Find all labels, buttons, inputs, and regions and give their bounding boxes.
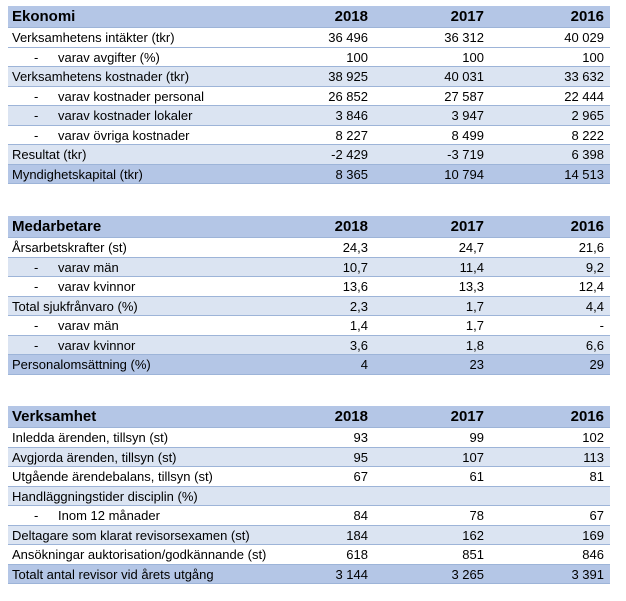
row-label: - varav män (34, 316, 119, 336)
cell-2017: 61 (469, 469, 484, 484)
cell-2018: 38 925 (328, 69, 368, 84)
table-row (8, 297, 610, 317)
cell-2016: 6 398 (571, 147, 604, 162)
row-label: Utgående ärendebalans, tillsyn (st) (12, 469, 213, 484)
dash-marker: - (34, 49, 39, 65)
cell-2017: 36 312 (444, 30, 484, 45)
cell-2018: 100 (346, 49, 368, 65)
cell-2017: 40 031 (444, 69, 484, 84)
year-2018-header: 2018 (334, 408, 368, 425)
cell-2016: 846 (582, 547, 604, 562)
row-label: Resultat (tkr) (12, 147, 87, 162)
cell-2017: -3 719 (447, 147, 484, 162)
cell-2016: 8 222 (571, 127, 604, 143)
cell-2016: 33 632 (564, 69, 604, 84)
cell-2018: 184 (346, 527, 368, 543)
table-row (8, 238, 610, 258)
cell-2016: - (599, 318, 604, 333)
cell-2017: 3 947 (451, 108, 484, 123)
row-label: Totalt antal revisor vid årets utgång (12, 566, 214, 582)
cell-2016: 9,2 (585, 259, 604, 275)
cell-2017: 851 (462, 547, 484, 562)
cell-2018: 67 (353, 469, 368, 484)
row-label: - varav kostnader lokaler (34, 106, 192, 126)
row-label: Avgjorda ärenden, tillsyn (st) (12, 449, 177, 465)
table-row (8, 545, 610, 565)
cell-2018: 8 227 (335, 127, 368, 143)
medarbetare-header-row (8, 216, 610, 238)
cell-2018: 8 365 (335, 166, 368, 182)
cell-2017: 1,7 (465, 298, 484, 314)
table-row (8, 28, 610, 48)
cell-2016: 2 965 (571, 108, 604, 123)
table-row (8, 526, 610, 546)
cell-2017: 27 587 (444, 88, 484, 104)
year-2018-header: 2018 (334, 218, 368, 235)
year-2016-header: 2016 (570, 408, 604, 425)
cell-2017: 24,7 (458, 240, 484, 255)
table-row (8, 258, 610, 278)
cell-2016: 100 (582, 49, 604, 65)
cell-2016: 12,4 (578, 279, 604, 294)
cell-2018: 93 (353, 430, 368, 445)
dash-marker: - (34, 108, 39, 123)
medarbetare-title: Medarbetare (12, 218, 102, 235)
table-row (8, 506, 610, 526)
dash-marker: - (34, 279, 39, 294)
verksamhet-table (8, 406, 610, 584)
cell-2017: 99 (469, 430, 484, 445)
dash-marker: - (34, 259, 39, 275)
cell-2016: 3 391 (571, 566, 604, 582)
dash-marker: - (34, 127, 39, 143)
cell-2017: 13,3 (458, 279, 484, 294)
table-row (8, 355, 610, 375)
cell-2017: 8 499 (451, 127, 484, 143)
table-row (8, 336, 610, 356)
row-label: - varav avgifter (%) (34, 48, 160, 68)
row-label: Inledda ärenden, tillsyn (st) (12, 430, 169, 445)
cell-2017: 78 (469, 508, 484, 523)
year-2017-header: 2017 (450, 408, 484, 425)
cell-2016: 14 513 (564, 166, 604, 182)
ekonomi-title: Ekonomi (12, 8, 76, 25)
cell-2018: 95 (353, 449, 368, 465)
table-row (8, 106, 610, 126)
cell-2018: 10,7 (342, 259, 368, 275)
cell-2017: 3 265 (451, 566, 484, 582)
cell-2016: 21,6 (578, 240, 604, 255)
row-label: Total sjukfrånvaro (%) (12, 298, 138, 314)
row-label: Handläggningstider disciplin (%) (12, 488, 198, 504)
cell-2017: 107 (462, 449, 484, 465)
cell-2016: 22 444 (564, 88, 604, 104)
cell-2017: 11,4 (459, 259, 484, 275)
cell-2016: 29 (589, 357, 604, 372)
cell-2018: 3,6 (349, 337, 368, 353)
cell-2018: 26 852 (328, 88, 368, 104)
year-2017-header: 2017 (450, 8, 484, 25)
year-2018-header: 2018 (334, 8, 368, 25)
cell-2018: -2 429 (331, 147, 368, 162)
cell-2018: 4 (360, 357, 368, 372)
table-row (8, 87, 610, 107)
row-label: Årsarbetskrafter (st) (12, 240, 127, 255)
table-row (8, 165, 610, 185)
row-label: Myndighetskapital (tkr) (12, 166, 143, 182)
row-label: - varav kvinnor (34, 336, 135, 356)
cell-2018: 2,3 (349, 298, 368, 314)
ekonomi-header-row (8, 6, 610, 28)
cell-2017: 100 (462, 49, 484, 65)
medarbetare-table (8, 216, 610, 375)
row-label: Ansökningar auktorisation/godkännande (st) (12, 547, 267, 562)
ekonomi-table (8, 6, 610, 184)
cell-2018: 618 (346, 547, 368, 562)
row-label: - varav övriga kostnader (34, 126, 190, 146)
table-row (8, 48, 610, 68)
table-row (8, 145, 610, 165)
cell-2018: 3 144 (335, 566, 368, 582)
cell-2016: 6,6 (585, 337, 604, 353)
cell-2016: 4,4 (585, 298, 604, 314)
cell-2018: 3 846 (335, 108, 368, 123)
cell-2016: 102 (582, 430, 604, 445)
cell-2017: 1,8 (465, 337, 484, 353)
cell-2018: 24,3 (342, 240, 368, 255)
table-row (8, 277, 610, 297)
table-row (8, 67, 610, 87)
row-label: Personalomsättning (%) (12, 357, 151, 372)
cell-2018: 36 496 (328, 30, 368, 45)
cell-2017: 1,7 (465, 318, 484, 333)
cell-2018: 84 (353, 508, 368, 523)
row-label: - varav kostnader personal (34, 87, 204, 107)
year-2016-header: 2016 (570, 218, 604, 235)
table-row (8, 448, 610, 468)
cell-2016: 113 (583, 449, 604, 465)
table-row (8, 316, 610, 336)
verksamhet-title: Verksamhet (12, 408, 97, 425)
cell-2016: 169 (582, 527, 604, 543)
table-row (8, 487, 610, 507)
cell-2017: 162 (462, 527, 484, 543)
row-label: Verksamhetens intäkter (tkr) (12, 30, 175, 45)
row-label: - varav män (34, 258, 119, 278)
year-2016-header: 2016 (570, 8, 604, 25)
dash-marker: - (34, 318, 39, 333)
table-row (8, 565, 610, 585)
row-label: Verksamhetens kostnader (tkr) (12, 69, 190, 84)
table-row (8, 428, 610, 448)
cell-2016: 40 029 (564, 30, 604, 45)
dash-marker: - (34, 88, 39, 104)
table-row (8, 467, 610, 487)
dash-marker: - (34, 337, 39, 353)
cell-2018: 13,6 (342, 279, 368, 294)
cell-2016: 67 (589, 508, 604, 523)
table-row (8, 126, 610, 146)
cell-2016: 81 (589, 469, 604, 484)
cell-2017: 10 794 (444, 166, 484, 182)
cell-2017: 23 (469, 357, 484, 372)
row-label: - Inom 12 månader (34, 506, 160, 526)
dash-marker: - (34, 508, 39, 523)
cell-2018: 1,4 (349, 318, 368, 333)
row-label: Deltagare som klarat revisorsexamen (st) (12, 527, 250, 543)
row-label: - varav kvinnor (34, 277, 135, 297)
year-2017-header: 2017 (450, 218, 484, 235)
verksamhet-header-row (8, 406, 610, 428)
